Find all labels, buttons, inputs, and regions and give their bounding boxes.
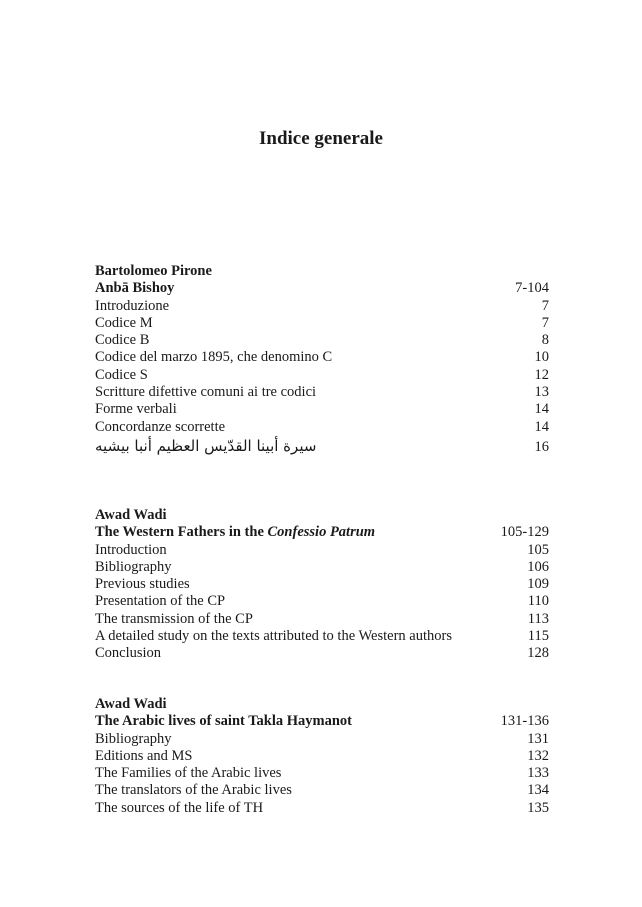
chapter-title: The Arabic lives of saint Takla Haymanot: [95, 713, 353, 730]
chapter-pages: 131-136: [500, 713, 549, 730]
toc-entry[interactable]: [95, 367, 549, 384]
entry-label: Scritture difettive comuni ai tre codici: [95, 384, 317, 401]
entry-page: 13: [534, 384, 549, 401]
toc-entry[interactable]: [95, 576, 549, 593]
author-row: [95, 263, 549, 280]
entry-label: The transmission of the CP: [95, 610, 253, 627]
entry-label: Codice del marzo 1895, che denomino C: [95, 349, 333, 366]
entry-page: 10: [534, 349, 549, 366]
entry-page: 132: [527, 747, 549, 764]
toc-entry[interactable]: [95, 782, 549, 799]
toc-entry[interactable]: [95, 628, 549, 645]
entry-page: 134: [527, 782, 549, 799]
toc-section-pirone: [95, 263, 549, 457]
entry-label: Bibliography: [95, 558, 172, 575]
entry-page: 14: [534, 418, 549, 435]
entry-label: Codice M: [95, 314, 153, 331]
entry-label: Concordanze scorrette: [95, 418, 226, 435]
toc-entry[interactable]: [95, 542, 549, 559]
entry-label: Conclusion: [95, 645, 162, 662]
entry-page: 128: [527, 645, 549, 662]
entry-page: 7: [541, 314, 549, 331]
entry-page: 14: [534, 401, 549, 418]
entry-label: The sources of the life of TH: [95, 799, 264, 816]
entry-page: 135: [527, 799, 549, 816]
entry-page: 7: [541, 297, 549, 314]
entry-label: Codice B: [95, 332, 150, 349]
entry-page: 109: [527, 576, 549, 593]
entry-page: 133: [527, 765, 549, 782]
chapter-title: [95, 524, 375, 541]
entry-label: The Families of the Arabic lives: [95, 765, 282, 782]
toc-entry-arabic[interactable]: [95, 436, 549, 457]
author-name: Awad Wadi: [95, 507, 167, 523]
entry-page: 105: [527, 541, 549, 558]
entry-label: Forme verbali: [95, 401, 177, 418]
toc-section-wadi-takla-haymanot: [95, 696, 549, 817]
author-name: Bartolomeo Pirone: [95, 263, 212, 279]
toc-entry[interactable]: [95, 559, 549, 576]
entry-label: Editions and MS: [95, 747, 193, 764]
chapter-row[interactable]: [95, 524, 549, 541]
entry-label: Previous studies: [95, 576, 190, 593]
entry-page: 113: [527, 610, 549, 627]
entry-page: 110: [527, 593, 549, 610]
chapter-pages: 105-129: [500, 524, 549, 541]
page-title: Indice generale: [258, 128, 383, 149]
entry-label: The translators of the Arabic lives: [95, 782, 292, 799]
chapter-title-italic: Confessio Patrum: [267, 524, 376, 541]
toc-entry[interactable]: [95, 384, 549, 401]
chapter-pages: 7-104: [515, 280, 549, 297]
author-row: [95, 507, 549, 524]
entry-label: Presentation of the CP: [95, 593, 226, 610]
entry-label: A detailed study on the texts attributed to the Western authors: [95, 628, 452, 645]
entry-page: 12: [534, 366, 549, 383]
entry-label: Introduzione: [95, 297, 170, 314]
toc-entry[interactable]: [95, 731, 549, 748]
entry-label: Codice S: [95, 366, 148, 383]
chapter-title-prefix: The Western Fathers in the: [95, 524, 268, 541]
entry-page: 16: [534, 438, 549, 455]
toc-entry[interactable]: [95, 315, 549, 332]
entry-label-arabic: سيرة أبينا القدّيس العظيم أنبا بيشيه: [95, 436, 317, 455]
toc-entry[interactable]: [95, 401, 549, 418]
chapter-row[interactable]: [95, 280, 549, 297]
toc-entry[interactable]: [95, 748, 549, 765]
author-name: Awad Wadi: [95, 696, 167, 712]
toc-entry[interactable]: [95, 332, 549, 349]
toc-entry[interactable]: [95, 419, 549, 436]
entry-page: 8: [541, 332, 549, 349]
author-row: [95, 696, 549, 713]
toc-section-wadi-western-fathers: [95, 507, 549, 663]
entry-label: Introduction: [95, 541, 167, 558]
entry-label: Bibliography: [95, 730, 172, 747]
toc-entry[interactable]: [95, 611, 549, 628]
toc-entry[interactable]: [95, 800, 549, 817]
toc-entry[interactable]: [95, 298, 549, 315]
toc-entry[interactable]: [95, 349, 549, 366]
toc-entry[interactable]: [95, 645, 549, 662]
chapter-title: Anbā Bishoy: [95, 280, 175, 297]
toc-entry[interactable]: [95, 593, 549, 610]
entry-page: 106: [527, 558, 549, 575]
chapter-row[interactable]: [95, 713, 549, 730]
entry-page: 115: [527, 628, 549, 645]
entry-page: 131: [527, 730, 549, 747]
toc-entry[interactable]: [95, 765, 549, 782]
